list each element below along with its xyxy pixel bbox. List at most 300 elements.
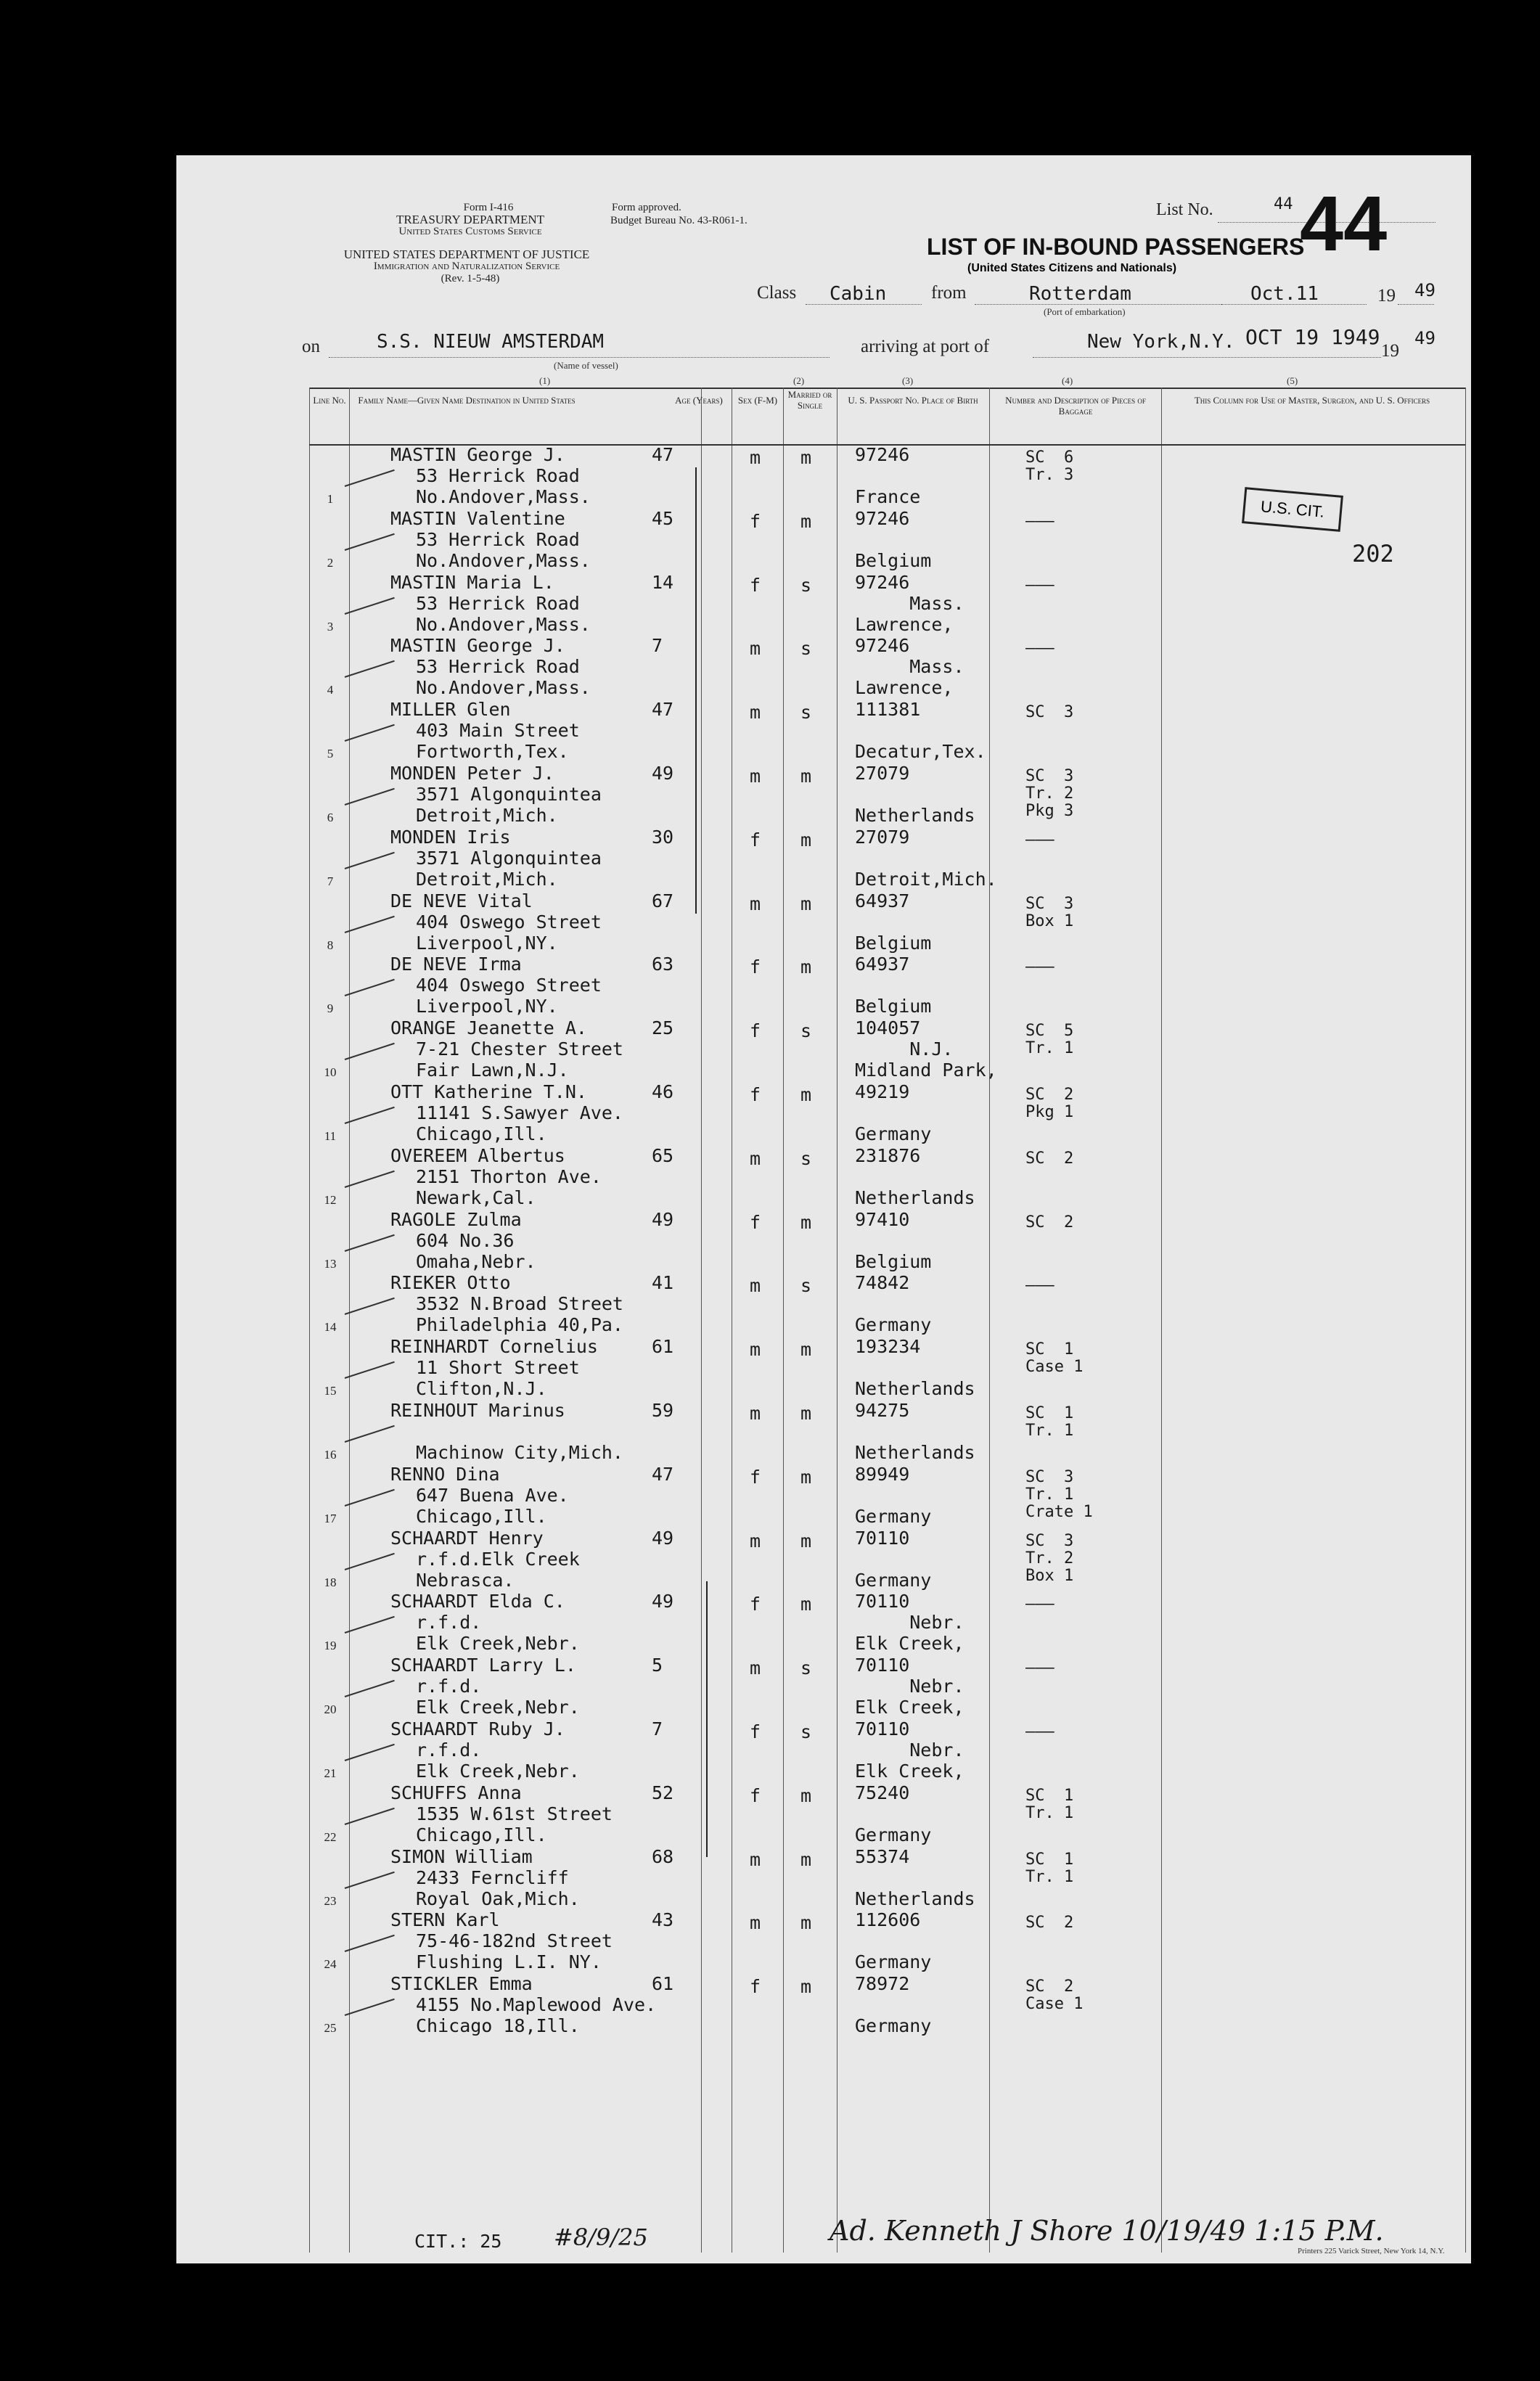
passenger-name: RENNO Dina: [390, 1463, 500, 1485]
line-number: 13: [324, 1256, 337, 1271]
birthplace: Midland Park,: [855, 1060, 997, 1081]
passenger-city: Detroit,Mich.: [416, 805, 558, 826]
column-number: (4): [1062, 375, 1073, 386]
passenger-city: Philadelphia 40,Pa.: [416, 1314, 623, 1336]
from-label: from: [931, 283, 967, 303]
birthplace: Belgium: [855, 996, 932, 1017]
birthplace: Netherlands: [855, 805, 975, 826]
col-header-married: Married or Single: [787, 389, 832, 411]
birthplace-state: Mass.: [855, 592, 964, 614]
passport-number: 70110: [855, 1718, 910, 1739]
family-bracket: [695, 467, 697, 805]
from-value: Rotterdam: [1029, 283, 1131, 305]
arrival-date-stamp: OCT 19 1949: [1245, 325, 1380, 349]
passenger-city: Detroit,Mich.: [416, 868, 558, 890]
passenger-name: MASTIN George J.: [390, 444, 565, 465]
passport-number: 55374: [855, 1845, 910, 1867]
year2-value: 49: [1414, 328, 1435, 348]
line-number: 24: [324, 1957, 337, 1972]
line-number: 14: [324, 1320, 337, 1335]
passenger-age: 14: [652, 571, 674, 593]
passenger-sex: f: [750, 574, 761, 596]
passenger-age: 30: [652, 826, 674, 848]
col-header-passport: U. S. Passport No. Place of Birth: [848, 395, 978, 406]
passenger-sex: m: [750, 447, 761, 468]
passenger-age: 68: [652, 1845, 674, 1867]
passenger-marital: m: [800, 1466, 812, 1488]
column-divider: [783, 388, 784, 2253]
passenger-age: 47: [652, 699, 674, 721]
birthplace: Germany: [855, 1951, 932, 1973]
passport-number: 70110: [855, 1655, 910, 1676]
birthplace-state: Nebr.: [855, 1739, 964, 1761]
column-number: (5): [1287, 375, 1298, 386]
line-number: 16: [324, 1448, 337, 1462]
passenger-name: STICKLER Emma: [390, 1973, 533, 1995]
passport-number: 97410: [855, 1208, 910, 1230]
baggage-item: Tr. 1: [1025, 1803, 1074, 1822]
baggage-item: ———: [1025, 1595, 1054, 1614]
passenger-name: RAGOLE Zulma: [390, 1208, 522, 1230]
birthplace: Germany: [855, 1505, 932, 1527]
baggage-item: SC 1: [1025, 1850, 1074, 1869]
baggage-item: Crate 1: [1025, 1502, 1093, 1521]
baggage-item: ———: [1025, 639, 1054, 658]
passenger-age: 41: [652, 1272, 674, 1294]
port-underline: [1033, 357, 1381, 358]
birthplace: Detroit,Mich.: [855, 868, 997, 890]
passenger-sex: m: [750, 702, 761, 724]
passenger-marital: s: [800, 574, 812, 596]
baggage-item: SC 6: [1025, 448, 1074, 467]
passenger-city: Liverpool,NY.: [416, 932, 558, 954]
page-number-stamp: 202: [1352, 540, 1394, 567]
passenger-sex: m: [750, 1848, 761, 1870]
line-number: 3: [327, 619, 334, 634]
passenger-sex: f: [750, 956, 761, 978]
baggage-item: SC 2: [1025, 1213, 1074, 1232]
form-approved: Form approved.: [612, 202, 681, 213]
birthplace-state: Nebr.: [855, 1612, 964, 1634]
passenger-sex: f: [750, 1721, 761, 1742]
passenger-address: 53 Herrick Road: [416, 656, 580, 678]
passenger-sex: f: [750, 1084, 761, 1105]
passenger-name: OVEREEM Albertus: [390, 1144, 565, 1166]
page-subtitle: (United States Citizens and Nationals): [967, 262, 1177, 274]
passenger-marital: s: [800, 1657, 812, 1679]
passport-number: 27079: [855, 763, 910, 784]
line-number: 9: [327, 1001, 334, 1016]
passenger-name: MASTIN Maria L.: [390, 571, 554, 593]
passenger-address: 3571 Algonquintea: [416, 847, 602, 869]
birthplace: France: [855, 486, 921, 507]
birthplace: Elk Creek,: [855, 1697, 964, 1718]
passenger-age: 49: [652, 1527, 674, 1549]
passport-number: 193234: [855, 1336, 921, 1358]
year-value: 49: [1414, 280, 1435, 300]
passport-number: 64937: [855, 954, 910, 975]
col-header-officers: This Column for Use of Master, Surgeon, and U. S. Officers: [1194, 395, 1430, 406]
line-number: 21: [324, 1766, 337, 1780]
baggage-item: Tr. 2: [1025, 784, 1074, 803]
treasury-dept: TREASURY DEPARTMENT: [396, 213, 545, 226]
passenger-marital: s: [800, 702, 812, 724]
passenger-city: Royal Oak,Mich.: [416, 1888, 580, 1909]
birthplace: Germany: [855, 1824, 932, 1845]
class-label: Class: [757, 283, 797, 303]
passenger-name: DE NEVE Irma: [390, 954, 522, 975]
year-underline: [1398, 304, 1434, 305]
passenger-city: Nebrasca.: [416, 1569, 515, 1591]
passenger-sex: m: [750, 1147, 761, 1169]
baggage-item: SC 2: [1025, 1086, 1074, 1104]
passenger-marital: m: [800, 1211, 812, 1233]
passenger-age: 61: [652, 1336, 674, 1358]
vessel-caption: (Name of vessel): [554, 360, 618, 371]
passport-number: 231876: [855, 1144, 921, 1166]
passenger-sex: f: [750, 1976, 761, 1998]
column-divider: [309, 388, 310, 2253]
baggage-item: Box 1: [1025, 911, 1074, 930]
passenger-marital: s: [800, 1147, 812, 1169]
birthplace: Netherlands: [855, 1378, 975, 1400]
passenger-marital: m: [800, 1403, 812, 1424]
line-number: 15: [324, 1384, 337, 1398]
baggage-item: SC 3: [1025, 1531, 1074, 1550]
baggage-item: SC 2: [1025, 1914, 1074, 1933]
birthplace-state: N.J.: [855, 1038, 954, 1060]
passenger-city: Flushing L.I. NY.: [416, 1951, 602, 1973]
passenger-age: 7: [652, 635, 663, 657]
passenger-address: 2151 Thorton Ave.: [416, 1165, 602, 1187]
baggage-item: SC 3: [1025, 894, 1074, 913]
passenger-address: 75-46-182nd Street: [416, 1930, 613, 1952]
column-divider: [1465, 388, 1466, 2253]
line-number: 12: [324, 1192, 337, 1207]
passenger-name: REINHARDT Cornelius: [390, 1336, 598, 1358]
passenger-name: SCHUFFS Anna: [390, 1782, 522, 1803]
passenger-marital: m: [800, 1848, 812, 1870]
passenger-city: Elk Creek,Nebr.: [416, 1633, 580, 1655]
column-divider: [701, 388, 702, 2253]
passenger-age: 59: [652, 1400, 674, 1421]
passenger-age: 49: [652, 1591, 674, 1612]
baggage-item: Tr. 1: [1025, 1867, 1074, 1886]
ins-service: Immigration and Naturalization Service: [373, 261, 560, 272]
passport-number: 97246: [855, 444, 910, 465]
passenger-name: SCHAARDT Ruby J.: [390, 1718, 565, 1739]
justice-dept: UNITED STATES DEPARTMENT OF JUSTICE: [343, 247, 590, 261]
passenger-name: SIMON William: [390, 1845, 533, 1867]
family-bracket: [706, 1581, 708, 1857]
class-value: Cabin: [830, 283, 887, 305]
vessel-underline: [329, 357, 830, 358]
vessel-value: S.S. NIEUW AMSTERDAM: [377, 331, 605, 353]
birthplace: Belgium: [855, 1250, 932, 1272]
passport-number: 89949: [855, 1463, 910, 1485]
col-header-sex: Sex (F-M): [737, 395, 778, 406]
printer-imprint: Printers 225 Varick Street, New York 14, N.Y.: [1298, 2247, 1445, 2255]
passenger-age: 45: [652, 507, 674, 529]
passenger-marital: m: [800, 893, 812, 914]
passenger-marital: m: [800, 1530, 812, 1552]
baggage-item: SC 2: [1025, 1978, 1074, 1996]
passenger-age: 47: [652, 444, 674, 465]
passenger-sex: m: [750, 1403, 761, 1424]
citizen-total: CIT.: 25: [414, 2231, 502, 2252]
column-divider: [1161, 388, 1162, 2253]
baggage-item: Tr. 1: [1025, 1485, 1074, 1504]
birthplace: Netherlands: [855, 1442, 975, 1463]
list-number-typed: 44: [1274, 195, 1293, 213]
passenger-age: 47: [652, 1463, 674, 1485]
birthplace: Belgium: [855, 932, 932, 954]
passenger-name: MASTIN Valentine: [390, 507, 565, 529]
passport-number: 97246: [855, 635, 910, 657]
form-number: Form I-416: [463, 202, 514, 213]
passenger-age: 52: [652, 1782, 674, 1803]
passenger-city: Elk Creek,Nebr.: [416, 1761, 580, 1782]
passenger-address: 53 Herrick Road: [416, 465, 580, 486]
passenger-marital: m: [800, 447, 812, 468]
date-value: Oct.11: [1250, 283, 1319, 305]
baggage-item: ———: [1025, 1276, 1054, 1295]
list-number-label: List No.: [1156, 200, 1213, 219]
passenger-city: Chicago,Ill.: [416, 1505, 547, 1527]
baggage-item: Pkg 3: [1025, 802, 1074, 820]
passenger-sex: m: [750, 1339, 761, 1361]
passenger-name: MONDEN Iris: [390, 826, 511, 848]
passenger-city: Elk Creek,Nebr.: [416, 1697, 580, 1718]
passenger-city: No.Andover,Mass.: [416, 613, 591, 635]
passport-number: 70110: [855, 1527, 910, 1549]
line-number: 23: [324, 1893, 337, 1908]
passenger-address: 403 Main Street: [416, 720, 580, 742]
passenger-city: No.Andover,Mass.: [416, 549, 591, 571]
birthplace-state: Mass.: [855, 656, 964, 678]
passenger-marital: m: [800, 1594, 812, 1615]
passport-number: 78972: [855, 1973, 910, 1995]
passenger-marital: m: [800, 1084, 812, 1105]
passenger-marital: m: [800, 829, 812, 851]
baggage-item: SC 1: [1025, 1404, 1074, 1422]
line-number: 1: [327, 492, 334, 506]
passenger-address: 2433 Ferncliff: [416, 1866, 569, 1888]
baggage-item: Tr. 1: [1025, 1422, 1074, 1440]
column-number: (1): [539, 375, 551, 386]
port-embarkation-caption: (Port of embarkation): [1044, 306, 1126, 317]
passenger-city: Newark,Cal.: [416, 1187, 536, 1208]
column-number: (3): [902, 375, 914, 386]
passenger-name: SCHAARDT Elda C.: [390, 1591, 565, 1612]
passport-number: 70110: [855, 1591, 910, 1612]
family-bracket: [695, 794, 697, 914]
passenger-marital: s: [800, 1721, 812, 1742]
passenger-marital: m: [800, 1339, 812, 1361]
passenger-marital: s: [800, 1275, 812, 1297]
list-number-stamped: 44: [1300, 179, 1388, 267]
passport-number: 49219: [855, 1081, 910, 1102]
baggage-item: Case 1: [1025, 1995, 1084, 2014]
passenger-sex: f: [750, 1020, 761, 1042]
baggage-item: Case 1: [1025, 1358, 1084, 1377]
passenger-address: r.f.d.Elk Creek: [416, 1548, 580, 1570]
col-header-name: Family Name—Given Name Destination in United States: [358, 395, 576, 406]
passenger-sex: m: [750, 893, 761, 914]
passenger-age: 5: [652, 1655, 663, 1676]
passenger-sex: m: [750, 1912, 761, 1934]
baggage-item: Tr. 1: [1025, 1039, 1074, 1058]
birthplace: Elk Creek,: [855, 1761, 964, 1782]
passenger-address: 3571 Algonquintea: [416, 784, 602, 805]
passport-number: 75240: [855, 1782, 910, 1803]
passenger-name: MASTIN George J.: [390, 635, 565, 657]
handwritten-signature: Ad. Kenneth J Shore 10/19/49 1:15 P.M.: [830, 2215, 1384, 2247]
passenger-address: 604 No.36: [416, 1229, 515, 1251]
passport-number: 94275: [855, 1400, 910, 1421]
passenger-age: 49: [652, 763, 674, 784]
line-number: 19: [324, 1639, 337, 1653]
baggage-item: Tr. 2: [1025, 1549, 1074, 1567]
passenger-address: 404 Oswego Street: [416, 975, 602, 996]
passenger-name: OTT Katherine T.N.: [390, 1081, 587, 1102]
on-label: on: [302, 337, 320, 356]
passenger-name: MONDEN Peter J.: [390, 763, 554, 784]
passenger-marital: m: [800, 1976, 812, 1998]
passenger-address: 3532 N.Broad Street: [416, 1293, 623, 1315]
revision: (Rev. 1-5-48): [441, 273, 500, 284]
passenger-city: Liverpool,NY.: [416, 996, 558, 1017]
baggage-item: SC 5: [1025, 1022, 1074, 1041]
passenger-address: 7-21 Chester Street: [416, 1038, 623, 1060]
passenger-sex: m: [750, 766, 761, 787]
passenger-address: 1535 W.61st Street: [416, 1803, 613, 1824]
passenger-marital: m: [800, 1784, 812, 1806]
passenger-sex: m: [750, 1530, 761, 1552]
baggage-item: SC 2: [1025, 1149, 1074, 1168]
line-number: 20: [324, 1702, 337, 1717]
birthplace: Lawrence,: [855, 677, 954, 699]
passenger-age: 7: [652, 1718, 663, 1739]
passenger-sex: f: [750, 1211, 761, 1233]
line-number: 10: [324, 1065, 337, 1080]
passenger-city: Chicago 18,Ill.: [416, 2015, 580, 2037]
column-number: (2): [793, 375, 805, 386]
passenger-age: 67: [652, 890, 674, 911]
line-number: 7: [327, 874, 334, 888]
port-value: New York,N.Y.: [1087, 331, 1235, 353]
baggage-item: Tr. 3: [1025, 466, 1074, 484]
passenger-city: Fortworth,Tex.: [416, 741, 569, 763]
baggage-item: SC 1: [1025, 1340, 1074, 1359]
year-prefix: 19: [1377, 286, 1396, 306]
birthplace: Elk Creek,: [855, 1633, 964, 1655]
birthplace: Decatur,Tex.: [855, 741, 986, 763]
passenger-sex: f: [750, 1594, 761, 1615]
baggage-item: ———: [1025, 1723, 1054, 1741]
col-header-age: Age (Years): [675, 395, 723, 406]
passenger-city: Clifton,N.J.: [416, 1378, 547, 1400]
col-header-line: Line No.: [313, 395, 346, 406]
column-divider: [989, 388, 990, 2253]
handwritten-note: #8/9/25: [554, 2224, 648, 2251]
passenger-city: No.Andover,Mass.: [416, 677, 591, 699]
baggage-item: ———: [1025, 512, 1054, 530]
passenger-sex: m: [750, 1657, 761, 1679]
passport-number: 97246: [855, 507, 910, 529]
arriving-label: arriving at port of: [861, 337, 990, 356]
passenger-age: 61: [652, 1973, 674, 1995]
us-citizen-stamp: U.S. CIT.: [1242, 487, 1343, 532]
passenger-marital: m: [800, 766, 812, 787]
passenger-city: Machinow City,Mich.: [416, 1442, 623, 1463]
baggage-item: SC 3: [1025, 703, 1074, 722]
baggage-item: SC 1: [1025, 1786, 1074, 1805]
passport-number: 74842: [855, 1272, 910, 1294]
line-number: 17: [324, 1511, 337, 1525]
passenger-name: DE NEVE Vital: [390, 890, 533, 911]
budget-bureau: Budget Bureau No. 43-R061-1.: [610, 215, 748, 226]
line-number: 2: [327, 555, 334, 570]
baggage-item: ———: [1025, 830, 1054, 849]
line-number: 4: [327, 683, 334, 697]
birthplace: Netherlands: [855, 1187, 975, 1208]
passenger-age: 43: [652, 1909, 674, 1931]
passenger-city: Omaha,Nebr.: [416, 1250, 536, 1272]
passenger-name: MILLER Glen: [390, 699, 511, 721]
passport-number: 111381: [855, 699, 921, 721]
col-header-baggage: Number and Description of Pieces of Baggage: [1005, 395, 1146, 417]
baggage-item: ———: [1025, 575, 1054, 594]
line-number: 25: [324, 2021, 337, 2036]
line-number: 18: [324, 1575, 337, 1589]
passenger-sex: f: [750, 1466, 761, 1488]
passenger-name: RIEKER Otto: [390, 1272, 511, 1294]
passenger-address: 647 Buena Ave.: [416, 1484, 569, 1506]
passenger-address: 404 Oswego Street: [416, 911, 602, 933]
year2-prefix: 19: [1381, 341, 1399, 361]
line-number: 5: [327, 747, 334, 761]
line-number: 11: [324, 1129, 337, 1143]
passenger-sex: m: [750, 1275, 761, 1297]
passenger-name: SCHAARDT Larry L.: [390, 1655, 576, 1676]
baggage-item: ———: [1025, 958, 1054, 977]
passenger-city: No.Andover,Mass.: [416, 486, 591, 507]
passenger-sex: f: [750, 510, 761, 532]
passenger-age: 46: [652, 1081, 674, 1102]
passport-number: 27079: [855, 826, 910, 848]
passenger-address: 4155 No.Maplewood Ave.: [416, 1994, 657, 2016]
passenger-name: REINHOUT Marinus: [390, 1400, 565, 1421]
passenger-address: r.f.d.: [416, 1612, 482, 1634]
birthplace: Germany: [855, 2015, 932, 2037]
birthplace: Germany: [855, 1569, 932, 1591]
customs-service: United States Customs Service: [398, 226, 542, 237]
passenger-address: 53 Herrick Road: [416, 528, 580, 550]
passport-number: 64937: [855, 890, 910, 911]
passenger-age: 63: [652, 954, 674, 975]
passenger-sex: m: [750, 638, 761, 660]
passenger-sex: f: [750, 829, 761, 851]
passenger-marital: m: [800, 956, 812, 978]
line-number: 22: [324, 1829, 337, 1844]
passenger-address: 11141 S.Sawyer Ave.: [416, 1102, 623, 1123]
passenger-marital: s: [800, 1020, 812, 1042]
passenger-address: r.f.d.: [416, 1676, 482, 1697]
page-title: LIST OF IN-BOUND PASSENGERS: [927, 234, 1305, 260]
passenger-address: r.f.d.: [416, 1739, 482, 1761]
passport-number: 104057: [855, 1017, 921, 1039]
